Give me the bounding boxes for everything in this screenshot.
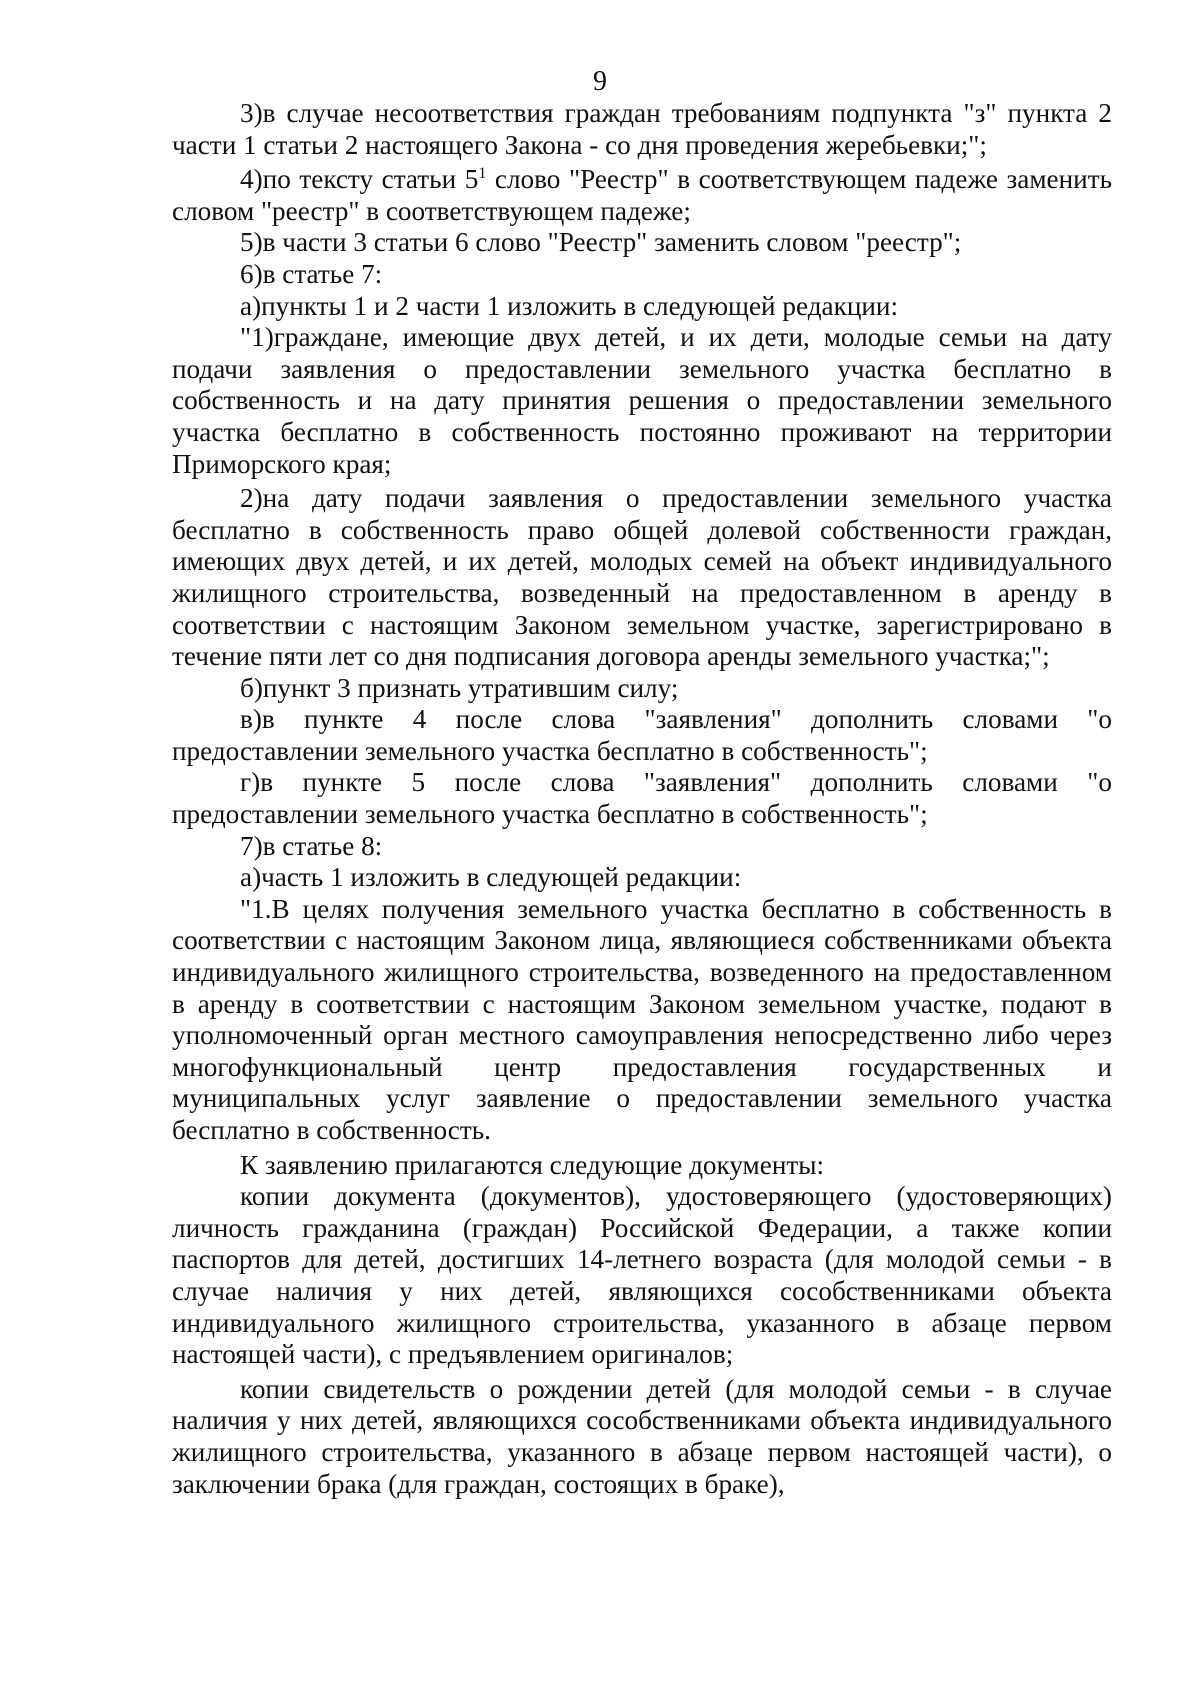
paragraph-item-4-end: слово "Реестр" в соответствующем падеже заменить словом "реестр" в соответствующем падеже; [172, 164, 1112, 226]
paragraph-item-7: 7)в статье 8: [240, 830, 383, 861]
page-number: 9 [593, 66, 607, 97]
article-superscript: 1 [478, 165, 487, 183]
paragraph-item-6v: в)в пункте 4 после слова "заявления" дополнить словами "о предоставлении земельного участка бесплатно в собственность"; [172, 704, 1112, 766]
paragraph-item-7a: а)часть 1 изложить в следующей редакции: [240, 862, 742, 893]
paragraph-item-6b: б)пункт 3 признать утратившим силу; [240, 672, 679, 703]
paragraph-quote-2: 2)на дату подачи заявления о предоставлении земельного участка бесплатно в собственность право общей долевой собственности граждан, имеющих двух детей, и их детей, молодых семей на объект индивидуального жилищного строительства, возведенный на предоставленном в аренду в соответствии с настоящим Законом земельном участке, зарегистрировано в течение пяти лет со дня подписания договора аренды земельного участка;"; [172, 483, 1112, 672]
paragraph-quote-part-1: "1.В целях получения земельного участка бесплатно в собственность в соответствии с настоящим Законом лица, являющиеся собственниками объекта индивидуального жилищного строительства, возведенного на предоставленном в аренду в соответствии с настоящим Законом земельном участке, подают в уполномоченный орган местного самоуправления непосредственно либо через многофункциональный центр предоставления государственных и муниципальных услуг заявление о предоставлении земельного участка бесплатно в собственность. [172, 893, 1112, 1145]
paragraph-documents-intro: К заявлению прилагаются следующие документы: [240, 1149, 825, 1180]
paragraph-item-4 [172, 164, 1112, 227]
paragraph-item-6g: г)в пункте 5 после слова "заявления" дополнить словами "о предоставлении земельного участка бесплатно в собственность"; [172, 767, 1112, 830]
paragraph-item-6: 6)в статье 7: [240, 258, 383, 289]
paragraph-item-4-start: 4)по тексту статьи 5 [240, 164, 479, 195]
paragraph-quote-1: "1)граждане, имеющие двух детей, и их дети, молодые семьи на дату подачи заявления о предоставлении земельного участка бесплатно в собственность и на дату принятия решения о предоставлении земельного участка бесплатно в собственность постоянно проживают на территории Приморского края; [172, 322, 1112, 479]
paragraph-documents-identity: копии документа (документов), удостоверяющего (удостоверяющих) личность гражданина (граждан) Российской Федерации, а также копии паспортов для детей, достигших 14-летнего возраста (для молодой семьи - в случае наличия у них детей, являющихся сособственниками объекта индивидуального жилищного строительства, указанного в абзаце первом настоящей части), с предъявлением оригиналов; [172, 1181, 1112, 1370]
document-text [172, 98, 1112, 1500]
paragraph-documents-certificates: копии свидетельств о рождении детей (для молодой семьи - в случае наличия у них детей, являющихся сособственниками объекта индивидуального жилищного строительства, указанного в абзаце первом настоящей части), о заключении брака (для граждан, состоящих в браке), [172, 1373, 1112, 1499]
paragraph-item-3: 3)в случае несоответствия граждан требованиям подпункта "з" пункта 2 части 1 статьи 2 настоящего Закона - со дня проведения жеребьевки;"; [172, 98, 1112, 160]
paragraph-item-6a: а)пункты 1 и 2 части 1 изложить в следующей редакции: [240, 290, 899, 321]
paragraph-item-5: 5)в части 3 статьи 6 слово "Реестр" заменить словом "реестр"; [240, 227, 962, 258]
